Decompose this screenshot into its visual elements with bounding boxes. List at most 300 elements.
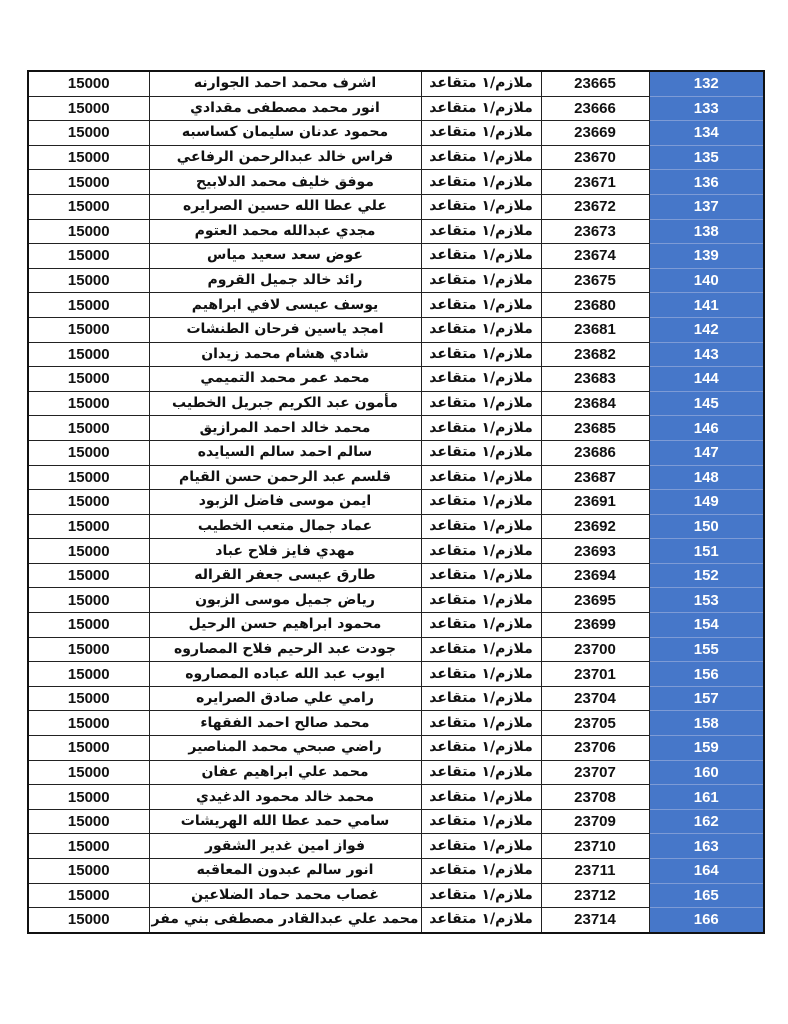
index-cell bbox=[649, 465, 764, 490]
number-cell bbox=[541, 588, 649, 613]
table-row bbox=[28, 613, 764, 638]
index-cell bbox=[649, 121, 764, 146]
name-cell-text: ايمن موسى فاضل الزبود bbox=[198, 493, 372, 510]
rank-cell-text: ملازم/١ متقاعد bbox=[429, 419, 533, 436]
rank-cell-text: ملازم/١ متقاعد bbox=[429, 886, 533, 903]
number-cell bbox=[541, 342, 649, 367]
rank-cell bbox=[421, 391, 541, 416]
amount-cell bbox=[28, 490, 149, 515]
index-cell-text: 162 bbox=[693, 813, 719, 831]
number-cell-text: 23691 bbox=[574, 493, 616, 511]
rank-cell-text: ملازم/١ متقاعد bbox=[429, 862, 533, 879]
amount-cell bbox=[28, 859, 149, 884]
index-cell-text: 140 bbox=[693, 272, 719, 290]
name-cell bbox=[149, 588, 421, 613]
index-cell bbox=[649, 342, 764, 367]
table-row bbox=[28, 514, 764, 539]
amount-cell-text: 15000 bbox=[67, 911, 110, 929]
number-cell bbox=[541, 367, 649, 392]
index-cell bbox=[649, 809, 764, 834]
index-cell bbox=[649, 514, 764, 539]
amount-cell-text: 15000 bbox=[67, 886, 110, 904]
amount-cell-text: 15000 bbox=[67, 272, 110, 290]
amount-cell-text: 15000 bbox=[67, 640, 110, 658]
index-cell bbox=[649, 711, 764, 736]
rank-cell-text: ملازم/١ متقاعد bbox=[429, 690, 533, 707]
number-cell bbox=[541, 317, 649, 342]
table-row bbox=[28, 391, 764, 416]
amount-cell-text: 15000 bbox=[67, 198, 110, 216]
amount-cell bbox=[28, 613, 149, 638]
rank-cell bbox=[421, 613, 541, 638]
amount-cell bbox=[28, 96, 149, 121]
name-cell bbox=[149, 465, 421, 490]
rank-cell bbox=[421, 760, 541, 785]
amount-cell bbox=[28, 809, 149, 834]
table-row bbox=[28, 809, 764, 834]
table-row bbox=[28, 760, 764, 785]
number-cell bbox=[541, 563, 649, 588]
name-cell bbox=[149, 662, 421, 687]
rank-cell-text: ملازم/١ متقاعد bbox=[429, 591, 533, 608]
name-cell bbox=[149, 736, 421, 761]
number-cell bbox=[541, 637, 649, 662]
number-cell-text: 23712 bbox=[574, 886, 616, 904]
amount-cell-text: 15000 bbox=[67, 345, 110, 363]
rank-cell-text: ملازم/١ متقاعد bbox=[429, 911, 533, 928]
amount-cell-text: 15000 bbox=[67, 567, 110, 585]
table-row bbox=[28, 145, 764, 170]
name-cell bbox=[149, 883, 421, 908]
index-cell bbox=[649, 883, 764, 908]
index-cell-text: 142 bbox=[693, 321, 719, 339]
rank-cell-text: ملازم/١ متقاعد bbox=[429, 99, 533, 116]
name-cell bbox=[149, 71, 421, 96]
table-row bbox=[28, 367, 764, 392]
index-cell-text: 165 bbox=[693, 886, 719, 904]
rank-cell bbox=[421, 539, 541, 564]
index-cell-text: 144 bbox=[693, 370, 719, 388]
index-cell bbox=[649, 686, 764, 711]
index-cell bbox=[649, 71, 764, 96]
rank-cell-text: ملازم/١ متقاعد bbox=[429, 124, 533, 141]
number-cell bbox=[541, 785, 649, 810]
name-cell bbox=[149, 613, 421, 638]
name-cell-text: مهدي فايز فلاح عباد bbox=[215, 542, 355, 559]
amount-cell bbox=[28, 219, 149, 244]
table-row bbox=[28, 342, 764, 367]
amount-cell-text: 15000 bbox=[67, 763, 110, 781]
roster-table bbox=[27, 70, 765, 934]
rank-cell-text: ملازم/١ متقاعد bbox=[429, 813, 533, 830]
number-cell-text: 23666 bbox=[574, 99, 616, 117]
number-cell-text: 23707 bbox=[574, 763, 616, 781]
number-cell bbox=[541, 268, 649, 293]
index-cell-text: 146 bbox=[693, 419, 719, 437]
rank-cell bbox=[421, 490, 541, 515]
rank-cell-text: ملازم/١ متقاعد bbox=[429, 616, 533, 633]
amount-cell-text: 15000 bbox=[67, 419, 110, 437]
rank-cell-text: ملازم/١ متقاعد bbox=[429, 468, 533, 485]
rank-cell bbox=[421, 145, 541, 170]
name-cell-text: محمد علي عبدالقادر مصطفى بني مفر bbox=[151, 911, 419, 928]
number-cell-text: 23684 bbox=[574, 395, 616, 413]
number-cell bbox=[541, 711, 649, 736]
table-row bbox=[28, 317, 764, 342]
number-cell bbox=[541, 194, 649, 219]
rank-cell bbox=[421, 96, 541, 121]
index-cell bbox=[649, 613, 764, 638]
amount-cell-text: 15000 bbox=[67, 247, 110, 265]
amount-cell bbox=[28, 760, 149, 785]
rank-cell bbox=[421, 514, 541, 539]
amount-cell bbox=[28, 145, 149, 170]
number-cell bbox=[541, 244, 649, 269]
rank-cell bbox=[421, 317, 541, 342]
table-row bbox=[28, 465, 764, 490]
rank-cell-text: ملازم/١ متقاعد bbox=[429, 198, 533, 215]
number-cell bbox=[541, 170, 649, 195]
index-cell bbox=[649, 539, 764, 564]
name-cell bbox=[149, 317, 421, 342]
name-cell bbox=[149, 859, 421, 884]
amount-cell bbox=[28, 908, 149, 933]
rank-cell-text: ملازم/١ متقاعد bbox=[429, 395, 533, 412]
name-cell-text: محمد علي ابراهيم عفان bbox=[201, 763, 369, 780]
name-cell-text: عماد جمال متعب الخطيب bbox=[197, 517, 373, 534]
number-cell-text: 23700 bbox=[574, 640, 616, 658]
table-row bbox=[28, 219, 764, 244]
amount-cell bbox=[28, 293, 149, 318]
table-row bbox=[28, 736, 764, 761]
number-cell bbox=[541, 121, 649, 146]
number-cell-text: 23674 bbox=[574, 247, 616, 265]
index-cell bbox=[649, 440, 764, 465]
table-row bbox=[28, 711, 764, 736]
number-cell-text: 23673 bbox=[574, 222, 616, 240]
amount-cell-text: 15000 bbox=[67, 124, 110, 142]
index-cell-text: 134 bbox=[693, 124, 719, 142]
index-cell bbox=[649, 490, 764, 515]
index-cell bbox=[649, 96, 764, 121]
table-row bbox=[28, 883, 764, 908]
name-cell-text: اشرف محمد احمد الجوارنه bbox=[193, 75, 377, 92]
name-cell bbox=[149, 244, 421, 269]
amount-cell-text: 15000 bbox=[67, 591, 110, 609]
amount-cell bbox=[28, 342, 149, 367]
index-cell-text: 132 bbox=[693, 75, 719, 93]
name-cell bbox=[149, 121, 421, 146]
index-cell bbox=[649, 145, 764, 170]
name-cell-text: يوسف عيسى لافي ابراهيم bbox=[191, 296, 379, 313]
number-cell-text: 23686 bbox=[574, 444, 616, 462]
amount-cell bbox=[28, 317, 149, 342]
index-cell-text: 154 bbox=[693, 616, 719, 634]
index-cell-text: 150 bbox=[693, 517, 719, 535]
name-cell bbox=[149, 219, 421, 244]
name-cell bbox=[149, 490, 421, 515]
amount-cell bbox=[28, 416, 149, 441]
number-cell-text: 23670 bbox=[574, 149, 616, 167]
amount-cell-text: 15000 bbox=[67, 222, 110, 240]
rank-cell bbox=[421, 563, 541, 588]
table-row bbox=[28, 834, 764, 859]
rank-cell-text: ملازم/١ متقاعد bbox=[429, 370, 533, 387]
index-cell bbox=[649, 859, 764, 884]
amount-cell bbox=[28, 244, 149, 269]
rank-cell bbox=[421, 637, 541, 662]
number-cell-text: 23704 bbox=[574, 690, 616, 708]
index-cell bbox=[649, 170, 764, 195]
amount-cell bbox=[28, 514, 149, 539]
rank-cell bbox=[421, 367, 541, 392]
index-cell-text: 151 bbox=[693, 542, 719, 560]
number-cell bbox=[541, 96, 649, 121]
number-cell bbox=[541, 613, 649, 638]
name-cell-text: رامي علي صادق الصرايره bbox=[196, 690, 374, 707]
name-cell-text: رياض جميل موسى الزبون bbox=[195, 591, 375, 608]
name-cell bbox=[149, 170, 421, 195]
index-cell bbox=[649, 736, 764, 761]
rank-cell-text: ملازم/١ متقاعد bbox=[429, 665, 533, 682]
number-cell bbox=[541, 809, 649, 834]
name-cell-text: فواز امين غدير الشقور bbox=[204, 837, 366, 854]
amount-cell-text: 15000 bbox=[67, 468, 110, 486]
number-cell bbox=[541, 293, 649, 318]
table-row bbox=[28, 416, 764, 441]
number-cell bbox=[541, 71, 649, 96]
rank-cell-text: ملازم/١ متقاعد bbox=[429, 837, 533, 854]
name-cell bbox=[149, 563, 421, 588]
name-cell bbox=[149, 194, 421, 219]
name-cell-text: فراس خالد عبدالرحمن الرفاعي bbox=[176, 149, 394, 166]
rank-cell-text: ملازم/١ متقاعد bbox=[429, 296, 533, 313]
name-cell-text: محمود ابراهيم حسن الرحيل bbox=[188, 616, 382, 633]
number-cell bbox=[541, 440, 649, 465]
name-cell bbox=[149, 416, 421, 441]
index-cell bbox=[649, 219, 764, 244]
index-cell bbox=[649, 760, 764, 785]
table-row bbox=[28, 268, 764, 293]
name-cell-text: سامي حمد عطا الله الهريشات bbox=[180, 813, 390, 830]
index-cell-text: 138 bbox=[693, 222, 719, 240]
name-cell-text: مجدي عبدالله محمد العتوم bbox=[194, 222, 376, 239]
amount-cell-text: 15000 bbox=[67, 493, 110, 511]
rank-cell-text: ملازم/١ متقاعد bbox=[429, 321, 533, 338]
number-cell-text: 23701 bbox=[574, 665, 616, 683]
rank-cell bbox=[421, 219, 541, 244]
index-cell-text: 163 bbox=[693, 837, 719, 855]
number-cell bbox=[541, 514, 649, 539]
number-cell-text: 23665 bbox=[574, 75, 616, 93]
name-cell bbox=[149, 686, 421, 711]
number-cell-text: 23682 bbox=[574, 345, 616, 363]
amount-cell bbox=[28, 883, 149, 908]
table-row bbox=[28, 121, 764, 146]
amount-cell-text: 15000 bbox=[67, 296, 110, 314]
index-cell-text: 141 bbox=[693, 296, 719, 314]
rank-cell bbox=[421, 440, 541, 465]
rank-cell-text: ملازم/١ متقاعد bbox=[429, 222, 533, 239]
name-cell bbox=[149, 834, 421, 859]
rank-cell bbox=[421, 711, 541, 736]
number-cell-text: 23680 bbox=[574, 296, 616, 314]
number-cell-text: 23693 bbox=[574, 542, 616, 560]
rank-cell bbox=[421, 71, 541, 96]
amount-cell-text: 15000 bbox=[67, 788, 110, 806]
index-cell bbox=[649, 293, 764, 318]
table-row bbox=[28, 588, 764, 613]
number-cell-text: 23709 bbox=[574, 813, 616, 831]
index-cell-text: 143 bbox=[693, 345, 719, 363]
name-cell bbox=[149, 268, 421, 293]
name-cell bbox=[149, 711, 421, 736]
index-cell-text: 147 bbox=[693, 444, 719, 462]
name-cell-text: محمد خالد احمد المرازيق bbox=[199, 419, 371, 436]
name-cell-text: جودت عبد الرحيم فلاح المصاروه bbox=[174, 640, 396, 657]
amount-cell bbox=[28, 367, 149, 392]
rank-cell-text: ملازم/١ متقاعد bbox=[429, 247, 533, 264]
amount-cell bbox=[28, 736, 149, 761]
amount-cell-text: 15000 bbox=[67, 690, 110, 708]
amount-cell-text: 15000 bbox=[67, 444, 110, 462]
name-cell-text: علي عطا الله حسين الصرايره bbox=[183, 198, 387, 215]
name-cell-text: غصاب محمد حماد الضلاعين bbox=[191, 886, 379, 903]
amount-cell bbox=[28, 170, 149, 195]
index-cell-text: 157 bbox=[693, 690, 719, 708]
rank-cell-text: ملازم/١ متقاعد bbox=[429, 517, 533, 534]
rank-cell bbox=[421, 662, 541, 687]
number-cell-text: 23710 bbox=[574, 837, 616, 855]
name-cell-text: محمود عدنان سليمان كساسبه bbox=[181, 124, 389, 141]
index-cell-text: 149 bbox=[693, 493, 719, 511]
rank-cell bbox=[421, 908, 541, 933]
name-cell bbox=[149, 145, 421, 170]
table-row bbox=[28, 244, 764, 269]
amount-cell bbox=[28, 637, 149, 662]
name-cell bbox=[149, 785, 421, 810]
amount-cell bbox=[28, 268, 149, 293]
name-cell-text: راضي صبحي محمد المناصير bbox=[188, 739, 382, 756]
number-cell bbox=[541, 490, 649, 515]
name-cell bbox=[149, 760, 421, 785]
name-cell-text: عوض سعد سعيد مياس bbox=[207, 247, 363, 264]
amount-cell bbox=[28, 662, 149, 687]
rank-cell-text: ملازم/١ متقاعد bbox=[429, 739, 533, 756]
rank-cell bbox=[421, 809, 541, 834]
amount-cell-text: 15000 bbox=[67, 542, 110, 560]
name-cell-text: انور سالم عبدون المعاقبه bbox=[196, 862, 374, 879]
number-cell-text: 23675 bbox=[574, 272, 616, 290]
table-row bbox=[28, 194, 764, 219]
amount-cell-text: 15000 bbox=[67, 321, 110, 339]
rank-cell bbox=[421, 342, 541, 367]
index-cell-text: 159 bbox=[693, 739, 719, 757]
table-row bbox=[28, 490, 764, 515]
table-row bbox=[28, 637, 764, 662]
rank-cell-text: ملازم/١ متقاعد bbox=[429, 714, 533, 731]
number-cell bbox=[541, 760, 649, 785]
number-cell bbox=[541, 834, 649, 859]
rank-cell bbox=[421, 785, 541, 810]
number-cell-text: 23671 bbox=[574, 173, 616, 191]
rank-cell-text: ملازم/١ متقاعد bbox=[429, 75, 533, 92]
name-cell bbox=[149, 514, 421, 539]
index-cell-text: 145 bbox=[693, 395, 719, 413]
number-cell-text: 23705 bbox=[574, 714, 616, 732]
amount-cell bbox=[28, 194, 149, 219]
number-cell bbox=[541, 883, 649, 908]
index-cell-text: 148 bbox=[693, 468, 719, 486]
name-cell bbox=[149, 908, 421, 933]
number-cell-text: 23699 bbox=[574, 616, 616, 634]
name-cell-text: انور محمد مصطفى مقدادي bbox=[190, 99, 380, 116]
amount-cell-text: 15000 bbox=[67, 665, 110, 683]
amount-cell bbox=[28, 121, 149, 146]
table-row bbox=[28, 440, 764, 465]
table-row bbox=[28, 785, 764, 810]
index-cell-text: 156 bbox=[693, 665, 719, 683]
amount-cell-text: 15000 bbox=[67, 517, 110, 535]
rank-cell bbox=[421, 834, 541, 859]
number-cell-text: 23708 bbox=[574, 788, 616, 806]
number-cell-text: 23694 bbox=[574, 567, 616, 585]
name-cell-text: مأمون عبد الكريم جبريل الخطيب bbox=[172, 395, 398, 412]
rank-cell-text: ملازم/١ متقاعد bbox=[429, 567, 533, 584]
amount-cell-text: 15000 bbox=[67, 99, 110, 117]
amount-cell bbox=[28, 563, 149, 588]
rank-cell bbox=[421, 194, 541, 219]
number-cell-text: 23687 bbox=[574, 468, 616, 486]
rank-cell-text: ملازم/١ متقاعد bbox=[429, 640, 533, 657]
number-cell bbox=[541, 219, 649, 244]
index-cell-text: 137 bbox=[693, 198, 719, 216]
name-cell-text: رائد خالد جميل القروم bbox=[207, 272, 363, 289]
index-cell bbox=[649, 244, 764, 269]
number-cell-text: 23672 bbox=[574, 198, 616, 216]
rank-cell bbox=[421, 121, 541, 146]
rank-cell-text: ملازم/١ متقاعد bbox=[429, 444, 533, 461]
rank-cell-text: ملازم/١ متقاعد bbox=[429, 173, 533, 190]
rank-cell-text: ملازم/١ متقاعد bbox=[429, 493, 533, 510]
table-row bbox=[28, 908, 764, 933]
table-row bbox=[28, 96, 764, 121]
table-row bbox=[28, 563, 764, 588]
name-cell bbox=[149, 342, 421, 367]
rank-cell-text: ملازم/١ متقاعد bbox=[429, 788, 533, 805]
number-cell-text: 23669 bbox=[574, 124, 616, 142]
index-cell-text: 153 bbox=[693, 591, 719, 609]
index-cell bbox=[649, 416, 764, 441]
name-cell bbox=[149, 440, 421, 465]
amount-cell-text: 15000 bbox=[67, 813, 110, 831]
name-cell-text: موفق خليف محمد الدلابيح bbox=[196, 173, 374, 190]
table-row bbox=[28, 859, 764, 884]
table-row bbox=[28, 170, 764, 195]
amount-cell bbox=[28, 539, 149, 564]
index-cell-text: 135 bbox=[693, 149, 719, 167]
amount-cell-text: 15000 bbox=[67, 837, 110, 855]
index-cell-text: 161 bbox=[693, 788, 719, 806]
number-cell bbox=[541, 391, 649, 416]
name-cell bbox=[149, 293, 421, 318]
name-cell bbox=[149, 637, 421, 662]
number-cell-text: 23683 bbox=[574, 370, 616, 388]
number-cell bbox=[541, 416, 649, 441]
amount-cell-text: 15000 bbox=[67, 714, 110, 732]
index-cell-text: 136 bbox=[693, 173, 719, 191]
amount-cell bbox=[28, 834, 149, 859]
